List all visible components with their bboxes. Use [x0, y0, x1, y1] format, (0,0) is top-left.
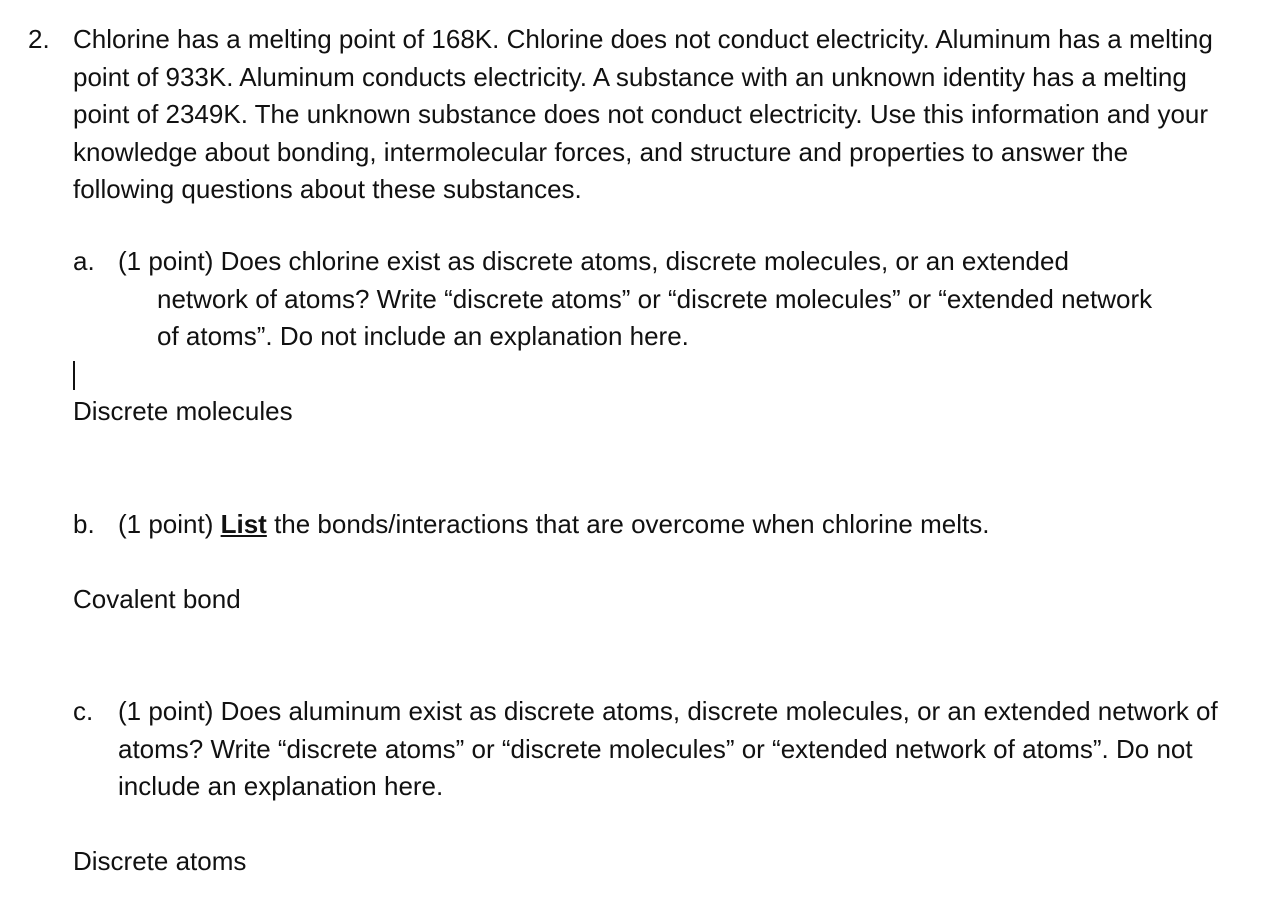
- question-number: 2.: [28, 24, 50, 54]
- part-b-prompt: [118, 506, 989, 544]
- part-b-letter: b.: [73, 509, 95, 539]
- part-a-letter: a.: [73, 246, 95, 276]
- part-a-prompt-line1: (1 point) Does chlorine exist as discrete atoms, discrete molecules, or an extended: [118, 246, 1069, 276]
- part-b-prompt-prefix: (1 point): [118, 509, 221, 539]
- part-c-answer[interactable]: Discrete atoms: [73, 846, 247, 876]
- question-prompt: Chlorine has a melting point of 168K. Chlorine does not conduct electricity. Aluminum has a melting point of 933K. Aluminum conducts electricity. A substance with an unknown identity has a melting point of 2349K. The unknown substance does not conduct electricity. Use this information and your knowledge about bonding, intermolecular forces, and structure and properties to answer the following questions about these substances.: [73, 24, 1213, 204]
- text-cursor: [73, 361, 75, 390]
- part-b-prompt-suffix: the bonds/interactions that are overcome when chlorine melts.: [266, 509, 990, 539]
- part-a-answer[interactable]: Discrete molecules: [73, 396, 293, 426]
- part-b-answer[interactable]: Covalent bond: [73, 584, 241, 614]
- part-a-prompt-rest: network of atoms? Write “discrete atoms” or “discrete molecules” or “extended network of atoms”. Do not include an explanation here.: [157, 283, 1153, 351]
- part-c-prompt: (1 point) Does aluminum exist as discrete atoms, discrete molecules, or an extended network of atoms? Write “discrete atoms” or “discrete molecules” or “extended network of atoms”. Do not include an explanation here.: [118, 696, 1218, 801]
- part-c-letter: c.: [73, 696, 94, 726]
- part-b-emphasis-word: List: [220, 509, 267, 539]
